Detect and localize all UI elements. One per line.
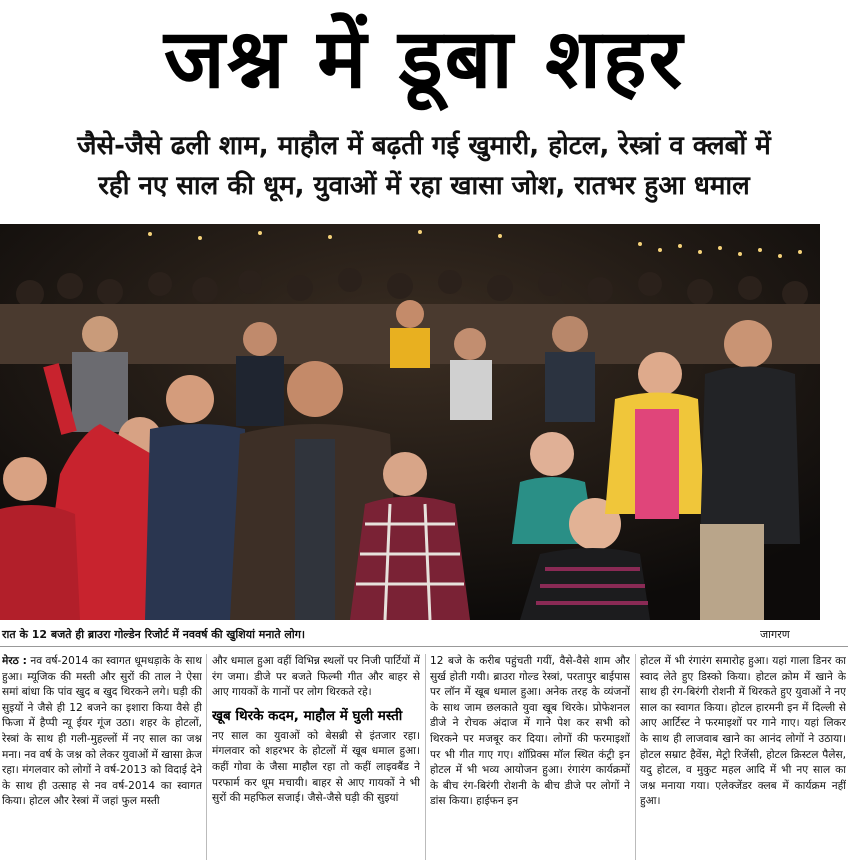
article-column-2-text-a: और धमाल हुआ वहीं विभिन्न स्थलों पर निजी पार्टियों में रंग जमा। डीजे पर बजते फिल्मी गीत और बाहर से आए गायकों के गानों पर लोग थिरकते रहे। [212, 655, 420, 699]
divider [0, 646, 848, 647]
article-dateline: मेरठ : [2, 655, 27, 667]
article-paragraph-1 [2, 654, 202, 810]
article-column-2-text-b: नए साल का युवाओं को बेसब्री से इंतजार रहा। मंगलवार को शहरभर के होटलों में खूब धमाल हुआ। कहीं गोवा के जैसा माहौल रहा तो कहीं लाइवबैंड ने परफार्म कर धूम मचायी। बाहर से आए गायकों ने भी सुरों की महफिल सजाई। जैसे-जैसे घड़ी की सुइयां [212, 729, 420, 805]
article-column-4-text: होटल में भी रंगारंग समारोह हुआ। यहां गाला डिनर का स्वाद लेते हुए डिस्को किया। होटल क्रोम में खाने के साथ ही रंग-बिरंगी रोशनी में थिरकते हुए युवाओं ने नए साल का स्वागत किया। होटल हारमनी इन में दिल्ली से आए आर्टिस्ट ने फरमाइशों पर गाने गाए। यहां लिकर के साथ ही लाजवाब खाने का आनंद लोगों ने उठाया। होटल सम्राट हैवेंस, मेट्रो रिजेंसी, होटल क्रिस्टल पैलेस, यदु होटल, व मुकुट महल आदि में भी नए साल का जश्न मनाया गया। एलेक्जेंडर क्लब में कार्यक्रम नहीं हुआ। [640, 655, 846, 808]
crowd-photo [0, 224, 820, 620]
column-separator [206, 654, 207, 860]
article-column-1 [2, 654, 202, 860]
article-column-1-text: नव वर्ष-2014 का स्वागत धूमधड़ाके के साथ हुआ। म्यूजिक की मस्ती और सुरों की ताल ने ऐसा समां बांधा कि पांव खुद ब खुद थिरकने लगे। घड़ी की सुइयों ने जैसे ही 12 बजने का इशारा किया वैसे ही फिजा में हैप्पी न्यू ईयर गूंज उठा। शहर के होटलों, रेस्त्रां के साथ ही गली-मुहल्लों में नए साल का जश्न मना। नव वर्ष के जश्न को लेकर युवाओं में खासा क्रेज रहा। मंगलवार को लोगों ने वर्ष-2013 को विदाई देने के साथ ही उत्साह से नव वर्ष-2014 का स्वागत किया। होटल और रेस्त्रां में जहां फुल मस्ती [2, 655, 202, 808]
article-column-2 [212, 654, 420, 860]
subheadline [20, 126, 828, 206]
article-column-4 [640, 654, 846, 860]
article-subheading: खूब थिरके कदम, माहौल में घुली मस्ती [212, 707, 403, 724]
subheadline-line-1: जैसे-जैसे ढली शाम, माहौल में बढ़ती गई खुमारी, होटल, रेस्त्रां व क्लबों में [77, 131, 771, 161]
article-column-3 [430, 654, 630, 860]
subheadline-line-2: रही नए साल की धूम, युवाओं में रहा खासा जोश, रातभर हुआ धमाल [98, 171, 750, 201]
photo-caption: रात के 12 बजते ही ब्राउरा गोल्डेन रिजोर्ट में नववर्ष की खुशियां मनाते लोग। [2, 628, 306, 641]
column-separator [425, 654, 426, 860]
article-column-3-text: 12 बजे के करीब पहुंचती गयीं, वैसे-वैसे शाम और सुर्ख होती गयी। ब्राउरा गोल्ड रेस्त्रां, परतापुर बाईपास पर लॉन में खूब धमाल हुआ। अनेक तरह के व्यंजनों के साथ जाम छलकाते युवा खूब थिरके। प्रोफेशनल डीजे ने रोचक अंदाज में गाने पेश कर सभी को थिरकने पर मजबूर कर दिया। लोगों की फरमाइशों पर भी गीत गाए गए। शॉप्रिक्स मॉल स्थित कंट्री इन होटल में भी भव्य आयोजन हुआ। रंगारंग कार्यक्रमों के बीच रंग-बिरंगी रोशनी के बीच डीजे पर लोगों ने डांस किया। हाईफन इन [430, 655, 630, 808]
column-separator [635, 654, 636, 860]
crowd-photo-illustration [0, 224, 820, 620]
photo-credit: जागरण [760, 628, 790, 641]
headline: जश्न में डूबा शहर [163, 12, 685, 107]
